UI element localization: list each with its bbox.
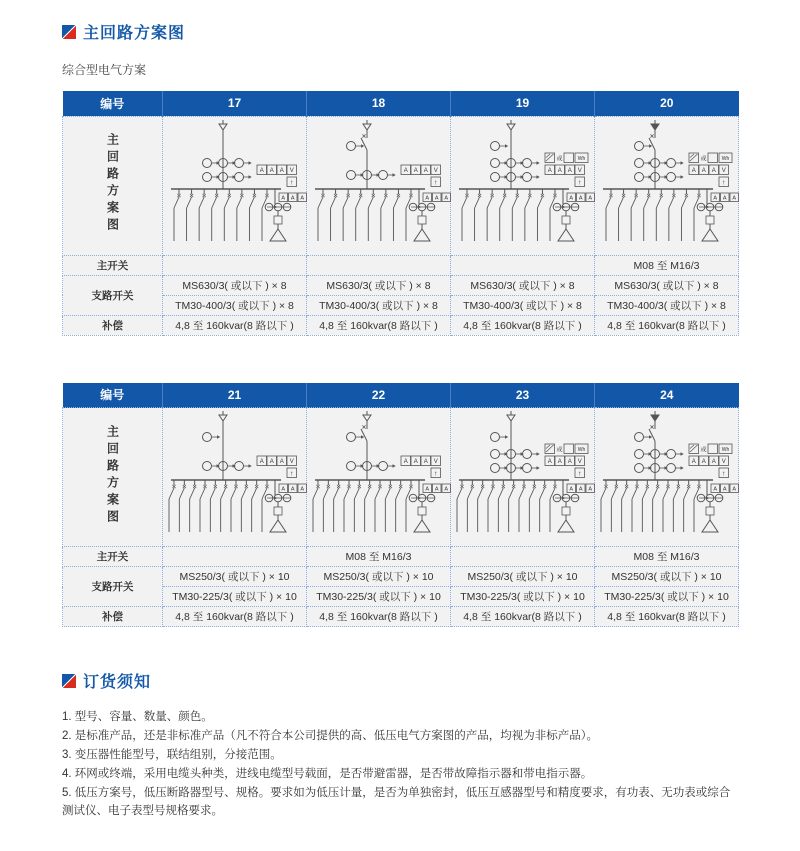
- svg-text:↑: ↑: [433, 470, 438, 478]
- svg-text:A: A: [259, 459, 264, 465]
- svg-text:A: A: [403, 459, 408, 465]
- svg-text:A: A: [423, 459, 428, 465]
- circuit-diagram-20: [595, 116, 739, 255]
- circuit-diagram-22: [307, 408, 451, 547]
- table2-header-22: 22: [307, 383, 451, 408]
- circuit-diagram-17: [163, 116, 307, 255]
- svg-text:A: A: [290, 486, 295, 493]
- table1-header-18: 18: [307, 91, 451, 116]
- svg-text:Wh: Wh: [577, 155, 586, 162]
- branch-switch2-18: TM30-400/3( 或以下 ) × 8: [307, 295, 451, 315]
- svg-text:↑: ↑: [577, 179, 582, 186]
- branch-switch2-20: TM30-400/3( 或以下 ) × 8: [595, 295, 739, 315]
- svg-text:或: 或: [556, 156, 563, 162]
- svg-text:A: A: [569, 486, 574, 493]
- svg-text:A: A: [434, 195, 439, 201]
- compensation-18: 4,8 至 160kvar(8 路以下 ): [307, 315, 451, 335]
- note-item-3: 3. 变压器性能型号，联结组别，分接范围。: [62, 749, 282, 761]
- table1-header-20: 20: [595, 91, 739, 116]
- svg-text:A: A: [423, 167, 428, 174]
- table2-branch-switch-row2: [63, 587, 739, 607]
- main-switch-21: [163, 547, 307, 567]
- svg-text:A: A: [567, 459, 572, 465]
- row-label-main-switch: 主开关: [63, 255, 163, 275]
- circuit-diagram-23: [451, 408, 595, 547]
- table2-header-row: [63, 383, 739, 408]
- svg-text:A: A: [259, 167, 264, 174]
- svg-text:A: A: [722, 195, 727, 201]
- table2-main-switch-row: [63, 547, 739, 567]
- branch-switch2-21: TM30-225/3( 或以下 ) × 10: [163, 587, 307, 607]
- svg-text:A: A: [588, 195, 593, 201]
- svg-text:↑: ↑: [721, 179, 726, 186]
- table1-branch-switch-row1: [63, 275, 739, 295]
- row-label-branch-switch: 支路开关: [63, 567, 163, 607]
- svg-text:Wh: Wh: [721, 447, 730, 453]
- section2-title: 订货须知: [83, 674, 152, 691]
- svg-text:V: V: [289, 167, 294, 174]
- compensation-20: 4,8 至 160kvar(8 路以下 ): [595, 315, 739, 335]
- svg-text:A: A: [713, 195, 718, 201]
- branch-switch2-19: TM30-400/3( 或以下 ) × 8: [451, 295, 595, 315]
- row-label-compensation: 补偿: [63, 607, 163, 627]
- main-switch-22: M08 至 M16/3: [307, 547, 451, 567]
- ordering-notes: [62, 708, 738, 820]
- branch-switch1-17: MS630/3( 或以下 ) × 8: [163, 275, 307, 295]
- svg-text:V: V: [721, 459, 726, 465]
- branch-switch2-23: TM30-225/3( 或以下 ) × 10: [451, 587, 595, 607]
- compensation-23: 4,8 至 160kvar(8 路以下 ): [451, 607, 595, 627]
- svg-text:↑: ↑: [721, 470, 726, 478]
- svg-text:或: 或: [556, 447, 563, 454]
- branch-switch1-21: MS250/3( 或以下 ) × 10: [163, 567, 307, 587]
- svg-text:A: A: [588, 486, 593, 493]
- branch-switch2-22: TM30-225/3( 或以下 ) × 10: [307, 587, 451, 607]
- table1-diagram-row: [63, 116, 739, 255]
- svg-text:A: A: [569, 195, 574, 201]
- branch-switch2-17: TM30-400/3( 或以下 ) × 8: [163, 295, 307, 315]
- svg-text:A: A: [732, 195, 737, 201]
- section1-subtitle: 综合型电气方案: [62, 63, 147, 77]
- svg-text:A: A: [434, 486, 439, 493]
- branch-switch1-22: MS250/3( 或以下 ) × 10: [307, 567, 451, 587]
- section1-header: [62, 20, 738, 43]
- compensation-21: 4,8 至 160kvar(8 路以下 ): [163, 607, 307, 627]
- table2-header-24: 24: [595, 383, 739, 408]
- main-switch-18: [307, 255, 451, 275]
- svg-text:A: A: [701, 459, 706, 465]
- svg-text:A: A: [413, 167, 418, 174]
- section1-title: 主回路方案图: [83, 25, 186, 42]
- table1-header-17: 17: [163, 91, 307, 116]
- main-switch-19: [451, 255, 595, 275]
- section-marker-icon: [62, 674, 76, 688]
- circuit-diagram-19: [451, 116, 595, 255]
- svg-text:↑: ↑: [577, 470, 582, 478]
- svg-text:V: V: [721, 167, 726, 174]
- svg-text:A: A: [578, 486, 583, 493]
- svg-text:A: A: [413, 459, 418, 465]
- svg-text:V: V: [577, 167, 582, 174]
- note-item-4: 4. 环网或终端，采用电缆头种类，进线电缆型号载面，是否带避雷器，是否带故障指示器和带电指示器。: [62, 768, 593, 780]
- svg-text:A: A: [713, 486, 718, 493]
- section2: [62, 669, 738, 820]
- table1-header-19: 19: [451, 91, 595, 116]
- svg-text:A: A: [444, 195, 449, 201]
- row-label-branch-switch: 支路开关: [63, 275, 163, 315]
- svg-text:A: A: [691, 459, 696, 465]
- svg-text:V: V: [433, 167, 438, 174]
- main-switch-23: [451, 547, 595, 567]
- branch-switch1-23: MS250/3( 或以下 ) × 10: [451, 567, 595, 587]
- circuit-diagram-21: [163, 408, 307, 547]
- section2-header: [62, 669, 738, 692]
- svg-text:A: A: [711, 459, 716, 465]
- svg-text:A: A: [290, 195, 295, 201]
- svg-text:A: A: [403, 167, 408, 174]
- svg-text:A: A: [279, 167, 284, 174]
- svg-text:A: A: [557, 459, 562, 465]
- svg-text:A: A: [281, 195, 286, 201]
- svg-text:↑: ↑: [433, 179, 438, 186]
- svg-text:A: A: [281, 486, 286, 493]
- svg-text:或: 或: [700, 156, 707, 162]
- svg-text:V: V: [577, 459, 582, 465]
- branch-switch2-24: TM30-225/3( 或以下 ) × 10: [595, 587, 739, 607]
- svg-text:A: A: [557, 167, 562, 174]
- compensation-22: 4,8 至 160kvar(8 路以下 ): [307, 607, 451, 627]
- svg-text:A: A: [722, 486, 727, 493]
- svg-text:Wh: Wh: [577, 447, 586, 453]
- svg-text:V: V: [433, 459, 438, 465]
- note-item-1: 1. 型号、容量、数量、颜色。: [62, 711, 213, 723]
- table1-main-switch-row: [63, 255, 739, 275]
- scheme-table-17-20: [62, 91, 739, 336]
- row-label-diagram: 主回路方案图: [105, 424, 120, 527]
- branch-switch1-24: MS250/3( 或以下 ) × 10: [595, 567, 739, 587]
- table1-header-row: [63, 91, 739, 116]
- circuit-diagram-24: [595, 408, 739, 547]
- table2-header-23: 23: [451, 383, 595, 408]
- svg-text:A: A: [425, 195, 430, 201]
- compensation-24: 4,8 至 160kvar(8 路以下 ): [595, 607, 739, 627]
- svg-text:A: A: [279, 459, 284, 465]
- svg-text:A: A: [300, 486, 305, 493]
- table2-diagram-row: [63, 408, 739, 547]
- main-switch-17: [163, 255, 307, 275]
- main-switch-20: M08 至 M16/3: [595, 255, 739, 275]
- compensation-19: 4,8 至 160kvar(8 路以下 ): [451, 315, 595, 335]
- table2-header-number: 编号: [63, 383, 163, 408]
- circuit-diagram-18: [307, 116, 451, 255]
- compensation-17: 4,8 至 160kvar(8 路以下 ): [163, 315, 307, 335]
- branch-switch1-20: MS630/3( 或以下 ) × 8: [595, 275, 739, 295]
- svg-text:A: A: [300, 195, 305, 201]
- svg-text:A: A: [547, 167, 552, 174]
- table2-header-21: 21: [163, 383, 307, 408]
- svg-text:A: A: [425, 486, 430, 493]
- svg-text:V: V: [289, 459, 294, 465]
- note-item-2: 2. 是标准产品，还是非标准产品（凡不符合本公司提供的高、低压电气方案图的产品，均视为非标产品）。: [62, 730, 599, 742]
- main-switch-24: M08 至 M16/3: [595, 547, 739, 567]
- row-label-compensation: 补偿: [63, 315, 163, 335]
- svg-text:A: A: [444, 486, 449, 493]
- svg-text:A: A: [691, 167, 696, 174]
- table1-compensation-row: [63, 315, 739, 335]
- note-item-5: 5. 低压方案号，低压断路器型号、规格。要求如为低压计量，是否为单独密封，低压互感器型号和精度要求，有功表、无功表或综合测试仪、电子表型号规格要求。: [62, 787, 731, 817]
- svg-text:A: A: [701, 167, 706, 174]
- svg-text:↑: ↑: [289, 470, 294, 478]
- svg-text:或: 或: [700, 447, 707, 454]
- svg-text:A: A: [711, 167, 716, 174]
- table1-branch-switch-row2: [63, 295, 739, 315]
- section-marker-icon: [62, 25, 76, 39]
- svg-text:A: A: [732, 486, 737, 493]
- svg-text:↑: ↑: [289, 179, 294, 186]
- branch-switch1-19: MS630/3( 或以下 ) × 8: [451, 275, 595, 295]
- table2-branch-switch-row1: [63, 567, 739, 587]
- svg-text:A: A: [547, 459, 552, 465]
- row-label-diagram: 主回路方案图: [105, 133, 120, 235]
- svg-text:A: A: [567, 167, 572, 174]
- table2-compensation-row: [63, 607, 739, 627]
- svg-text:Wh: Wh: [721, 155, 730, 162]
- svg-text:A: A: [269, 459, 274, 465]
- table1-header-number: 编号: [63, 91, 163, 116]
- svg-text:A: A: [578, 195, 583, 201]
- svg-text:A: A: [269, 167, 274, 174]
- row-label-main-switch: 主开关: [63, 547, 163, 567]
- scheme-table-21-24: [62, 383, 739, 628]
- branch-switch1-18: MS630/3( 或以下 ) × 8: [307, 275, 451, 295]
